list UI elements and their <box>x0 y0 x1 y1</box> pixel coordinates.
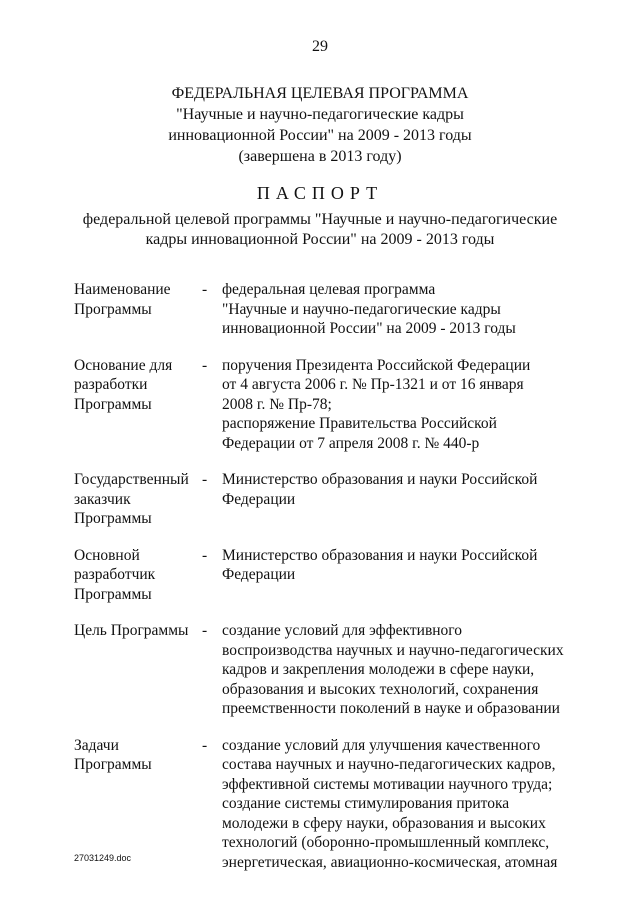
row-label-line: Программы <box>74 756 152 773</box>
program-header <box>0 83 640 167</box>
row-value-line: состава научных и научно-педагогических кадров, <box>222 756 556 773</box>
row-label <box>74 736 202 873</box>
row-value-line: Федерации от 7 апреля 2008 г. № 440-р <box>222 434 480 452</box>
row-label <box>74 546 202 605</box>
row-value <box>222 280 614 339</box>
row-value-line: молодежи в сферу науки, образования и высоких <box>222 814 546 832</box>
row-value-line: Федерации <box>222 566 296 583</box>
row-value-line: "Научные и научно-педагогические кадры <box>222 300 501 318</box>
row-label-line: Программы <box>74 585 152 603</box>
row-dash: - <box>202 736 208 754</box>
row-label <box>74 356 202 454</box>
row-label-line: разработчик <box>74 566 156 583</box>
header-line: ФЕДЕРАЛЬНАЯ ЦЕЛЕВАЯ ПРОГРАММА <box>171 85 469 102</box>
passport-table <box>74 280 614 872</box>
row-value-line: Федерации <box>222 490 296 508</box>
header-line: инновационной России" на 2009 - 2013 годы <box>168 127 472 144</box>
row-value-line: технологий (оборонно-промышленный комплекс, <box>222 834 550 851</box>
passport-row <box>74 280 614 339</box>
row-label-line: Цель Программы <box>74 622 189 639</box>
row-value-line: поручения Президента Российской Федерации <box>222 356 531 374</box>
row-value-line: от 4 августа 2006 г. № Пр-1321 и от 16 января <box>222 376 524 393</box>
row-value-line: Министерство образования и науки Российской <box>222 471 538 488</box>
page-number: 29 <box>312 38 328 55</box>
file-name-footer: 27031249.doc <box>74 853 132 863</box>
row-dash: - <box>202 281 208 298</box>
row-dash: - <box>202 546 208 564</box>
subtitle-line: федеральной целевой программы "Научные и научно-педагогические <box>82 211 558 228</box>
row-label-line: Программы <box>74 510 152 527</box>
passport-row <box>74 546 614 605</box>
row-value-line: воспроизводства научных и научно-педагогических <box>222 641 564 659</box>
row-dash: - <box>202 622 208 639</box>
subtitle-line: кадры инновационной России" на 2009 - 2013 годы <box>145 231 495 248</box>
passport-row <box>74 736 614 873</box>
row-value <box>222 356 614 454</box>
row-value-line: федеральная целевая программа <box>222 281 436 298</box>
row-value-line: инновационной России" на 2009 - 2013 годы <box>222 320 516 337</box>
row-label-line: Программы <box>74 395 152 413</box>
row-value <box>222 621 614 719</box>
row-value-line: 2008 г. № Пр-78; <box>222 395 332 413</box>
passport-row <box>74 356 614 454</box>
passport-row <box>74 470 614 529</box>
row-label-line: заказчик <box>74 490 131 508</box>
passport-subtitle <box>0 210 640 250</box>
row-label-line: Основание для <box>74 356 173 374</box>
row-value-line: образования и высоких технологий, сохранения <box>222 680 539 698</box>
row-label-line: Основной <box>74 546 140 564</box>
row-value <box>222 736 614 873</box>
row-label-line: Государственный <box>74 471 189 488</box>
row-label-line: разработки <box>74 376 148 393</box>
row-value-line: Министерство образования и науки Российской <box>222 546 538 564</box>
row-value-line: создание условий для улучшения качественного <box>222 736 541 754</box>
row-label <box>74 621 202 719</box>
row-label <box>74 470 202 529</box>
row-value <box>222 546 614 605</box>
row-value-line: энергетическая, авиационно-космическая, атомная <box>222 853 558 871</box>
passport-title: ПАСПОРТ <box>256 183 384 203</box>
row-label-line: Наименование <box>74 281 171 298</box>
row-value-line: кадров и закрепления молодежи в сфере науки, <box>222 661 535 678</box>
row-value-line: эффективной системы мотивации научного труда; <box>222 775 553 793</box>
passport-row <box>74 621 614 719</box>
header-line: (завершена в 2013 году) <box>238 148 402 165</box>
row-label-line: Задачи <box>74 736 119 754</box>
row-label-line: Программы <box>74 300 152 318</box>
row-value-line: распоряжение Правительства Российской <box>222 415 497 432</box>
row-value-line: создание системы стимулирования притока <box>222 795 510 812</box>
row-value <box>222 470 614 529</box>
row-value-line: преемственности поколений в науке и образовании <box>222 700 560 717</box>
row-label <box>74 280 202 339</box>
header-line: "Научные и научно-педагогические кадры <box>176 106 464 123</box>
row-dash: - <box>202 356 208 374</box>
row-value-line: создание условий для эффективного <box>222 622 463 639</box>
row-dash: - <box>202 471 208 488</box>
